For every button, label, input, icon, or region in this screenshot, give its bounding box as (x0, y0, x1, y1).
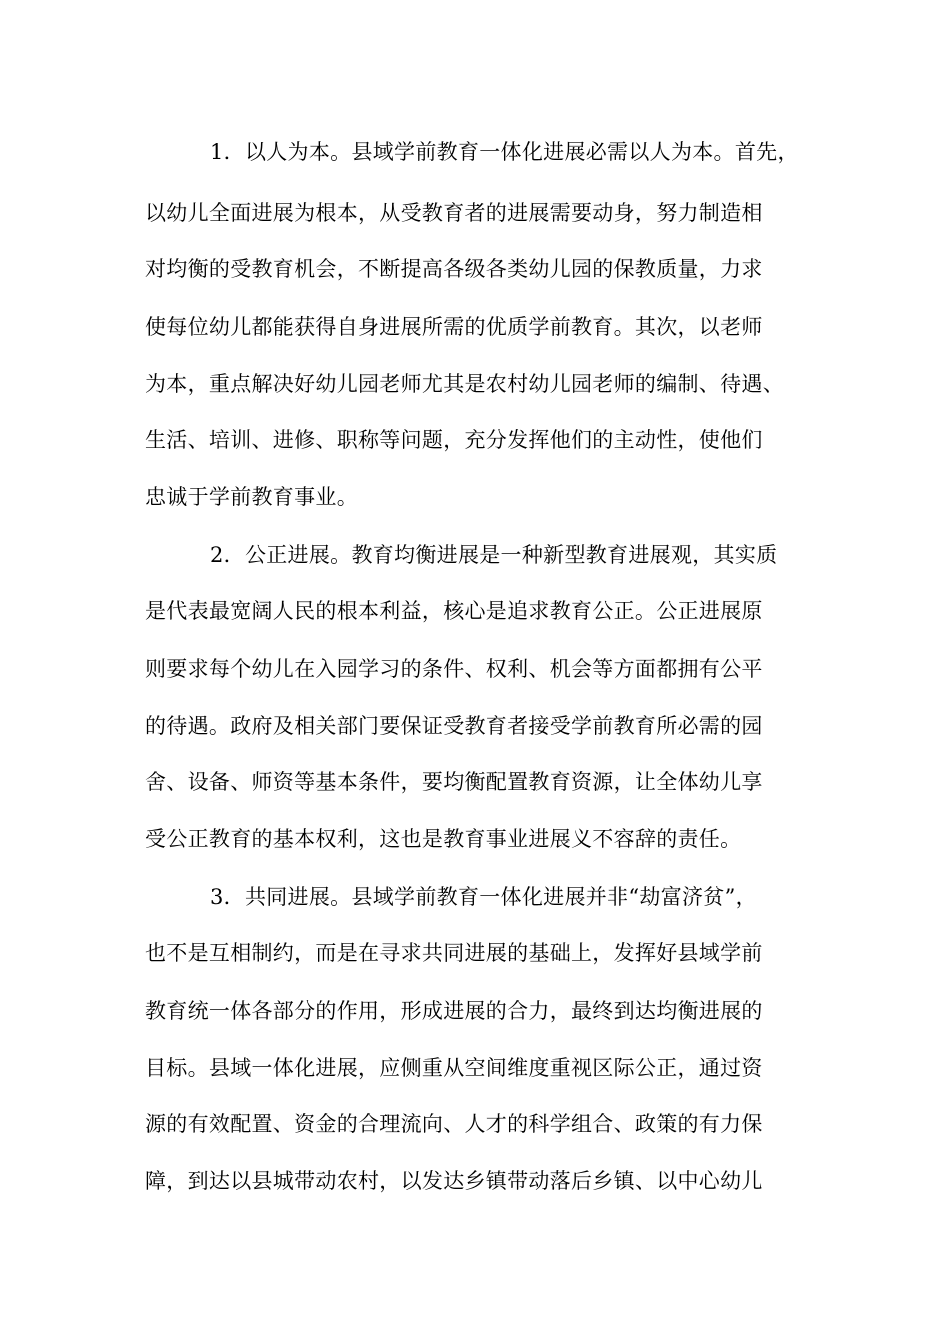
paragraph-3-line-5: 源的有效配置、资金的合理流向、人才的科学组合、政策的有力保 (145, 1112, 763, 1136)
paragraph-3-line-3: 教育统一体各部分的作用，形成进展的合力，最终到达均衡进展的 (145, 999, 763, 1023)
paragraph-3-line-6: 障，到达以县城带动农村，以发达乡镇带动落后乡镇、以中心幼儿 (145, 1169, 763, 1193)
paragraph-2-line-3: 则要求每个幼儿在入园学习的条件、权利、机会等方面都拥有公平 (145, 657, 763, 681)
paragraph-2-line-2: 是代表最宽阔人民的根本利益，核心是追求教育公正。公正进展原 (145, 599, 763, 623)
paragraph-2-line-4: 的待遇。政府及相关部门要保证受教育者接受学前教育所必需的园 (145, 714, 763, 738)
paragraph-2-line-6: 受公正教育的基本权利，这也是教育事业进展义不容辞的责任。 (145, 827, 742, 851)
paragraph-1-line-7: 忠诚于学前教育事业。 (145, 485, 358, 509)
paragraph-3-line-4: 目标。县域一体化进展，应侧重从空间维度重视区际公正，通过资 (145, 1056, 763, 1080)
paragraph-1-line-1: 1．以人为本。县域学前教育一体化进展必需以人为本。首先， (210, 140, 799, 164)
paragraph-3-line-1: 3．共同进展。县域学前教育一体化进展并非“劫富济贫”， (210, 885, 757, 909)
paragraph-1-line-2: 以幼儿全面进展为根本，从受教育者的进展需要动身，努力制造相 (145, 201, 763, 225)
paragraph-1-line-6: 生活、培训、进修、职称等问题，充分发挥他们的主动性，使他们 (145, 428, 763, 452)
paragraph-1-line-5: 为本，重点解决好幼儿园老师尤其是农村幼儿园老师的编制、待遇、 (145, 372, 784, 396)
paragraph-2-line-5: 舍、设备、师资等基本条件，要均衡配置教育资源，让全体幼儿享 (145, 770, 763, 794)
paragraph-2-line-1: 2．公正进展。教育均衡进展是一种新型教育进展观，其实质 (210, 543, 778, 567)
paragraph-1-line-4: 使每位幼儿都能获得自身进展所需的优质学前教育。其次，以老师 (145, 315, 763, 339)
paragraph-1-line-3: 对均衡的受教育机会，不断提高各级各类幼儿园的保教质量，力求 (145, 257, 763, 281)
paragraph-3-line-2: 也不是互相制约，而是在寻求共同进展的基础上，发挥好县域学前 (145, 941, 763, 965)
